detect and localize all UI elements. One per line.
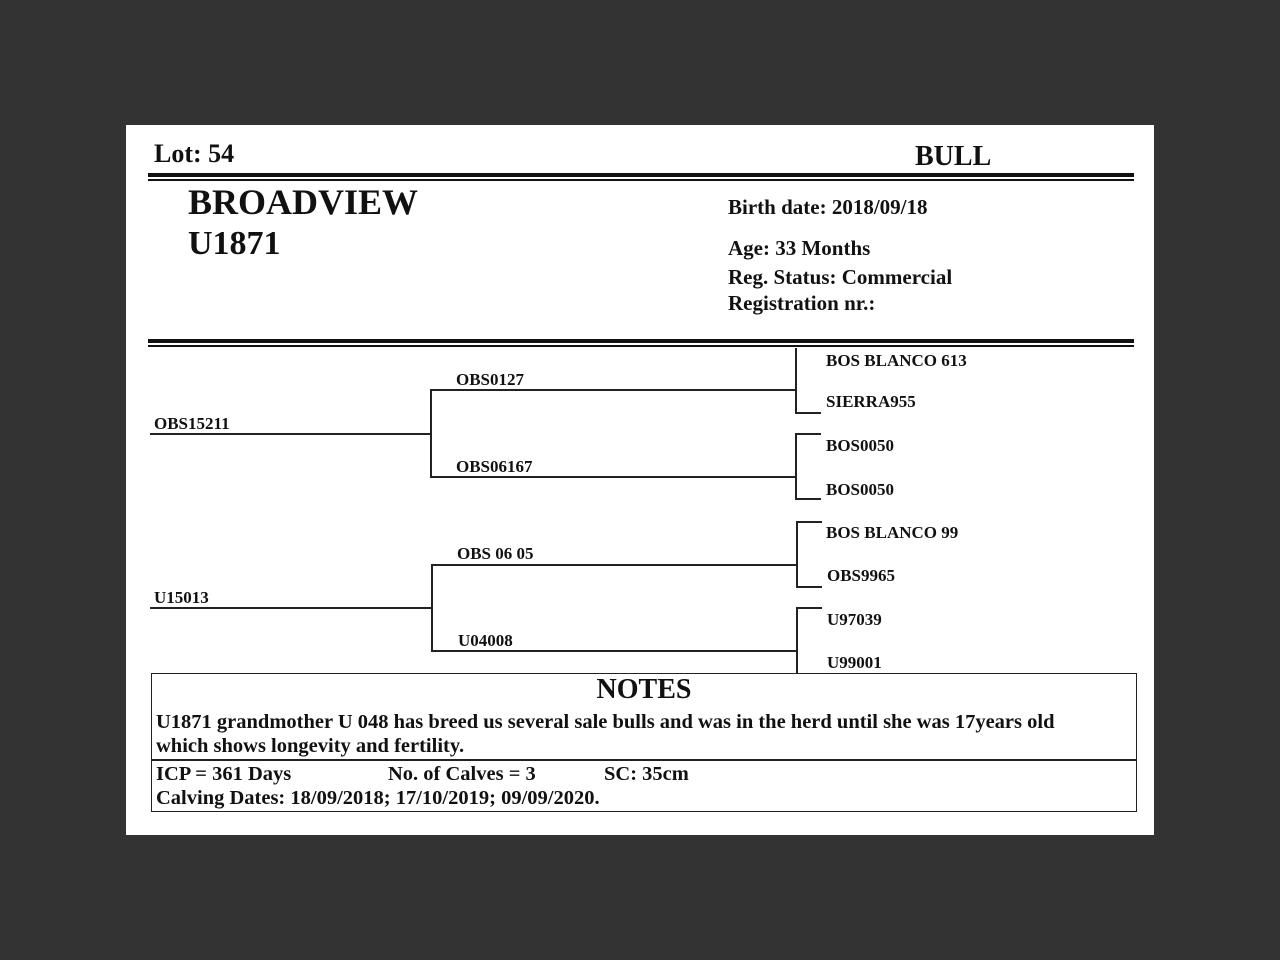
notes-box <box>151 673 1137 812</box>
header-rule <box>148 173 1134 177</box>
animal-id: U1871 <box>188 225 281 262</box>
pedigree-dam-sire: OBS 06 05 <box>457 544 534 563</box>
pedigree-connector <box>430 389 432 477</box>
animal-sex: BULL <box>915 141 992 172</box>
notes-text <box>156 710 1132 758</box>
pedigree-tick <box>796 586 822 588</box>
pedigree-sire-dam: OBS06167 <box>456 457 533 476</box>
pedigree-gen3-1: BOS BLANCO 613 <box>826 351 967 370</box>
pedigree-gen3-5: BOS BLANCO 99 <box>826 523 959 542</box>
scrotal-circumference: SC: 35cm <box>604 763 689 785</box>
calving-dates: Calving Dates: 18/09/2018; 17/10/2019; 09/09/2020. <box>156 787 600 809</box>
registration-number: Registration nr.: <box>728 291 876 315</box>
pedigree-connector <box>796 607 798 673</box>
calves-count: No. of Calves = 3 <box>388 763 536 785</box>
icp-value: ICP = 361 Days <box>156 763 292 785</box>
pedigree-line <box>150 607 431 609</box>
pedigree-sire-sire: OBS0127 <box>456 370 525 389</box>
pedigree-tick <box>795 498 821 500</box>
pedigree-gen3-6: OBS9965 <box>827 566 896 585</box>
stats <box>156 762 1132 810</box>
birth-date: Birth date: 2018/09/18 <box>728 195 928 219</box>
pedigree-tick <box>796 607 822 609</box>
pedigree-connector <box>795 433 797 498</box>
pedigree-connector <box>431 564 433 651</box>
pedigree-line <box>431 564 797 566</box>
pedigree-line <box>431 650 797 652</box>
registration-status: Reg. Status: Commercial <box>728 265 953 289</box>
pedigree-tick <box>796 521 822 523</box>
notes-line: U1871 grandmother U 048 has breed us several sale bulls and was in the herd until she was 17years old <box>156 711 1055 733</box>
pedigree-line <box>430 389 796 391</box>
notes-line: which shows longevity and fertility. <box>156 735 465 757</box>
pedigree-connector <box>795 348 797 412</box>
pedigree-gen3-3: BOS0050 <box>826 436 895 455</box>
pedigree-gen3-4: BOS0050 <box>826 480 895 499</box>
pedigree-line <box>430 476 796 478</box>
notes-title: NOTES <box>596 674 692 705</box>
pedigree-connector <box>796 521 798 586</box>
pedigree-gen3-8: U99001 <box>827 653 882 672</box>
pedigree-sire: OBS15211 <box>154 414 230 433</box>
lot-card <box>126 125 1154 835</box>
pedigree-gen3-7: U97039 <box>827 610 882 629</box>
pedigree-dam: U15013 <box>154 588 209 607</box>
pedigree-tick <box>795 433 821 435</box>
animal-name: BROADVIEW <box>188 182 419 222</box>
pedigree-line <box>150 433 430 435</box>
age: Age: 33 Months <box>728 236 871 260</box>
pedigree-rule <box>148 339 1134 343</box>
lot-number: Lot: 54 <box>154 139 235 168</box>
pedigree-tick <box>795 412 821 414</box>
pedigree-rule-thin <box>148 345 1134 347</box>
pedigree-dam-dam: U04008 <box>458 631 513 650</box>
notes-divider <box>152 759 1136 761</box>
pedigree-gen3-2: SIERRA955 <box>826 392 916 411</box>
